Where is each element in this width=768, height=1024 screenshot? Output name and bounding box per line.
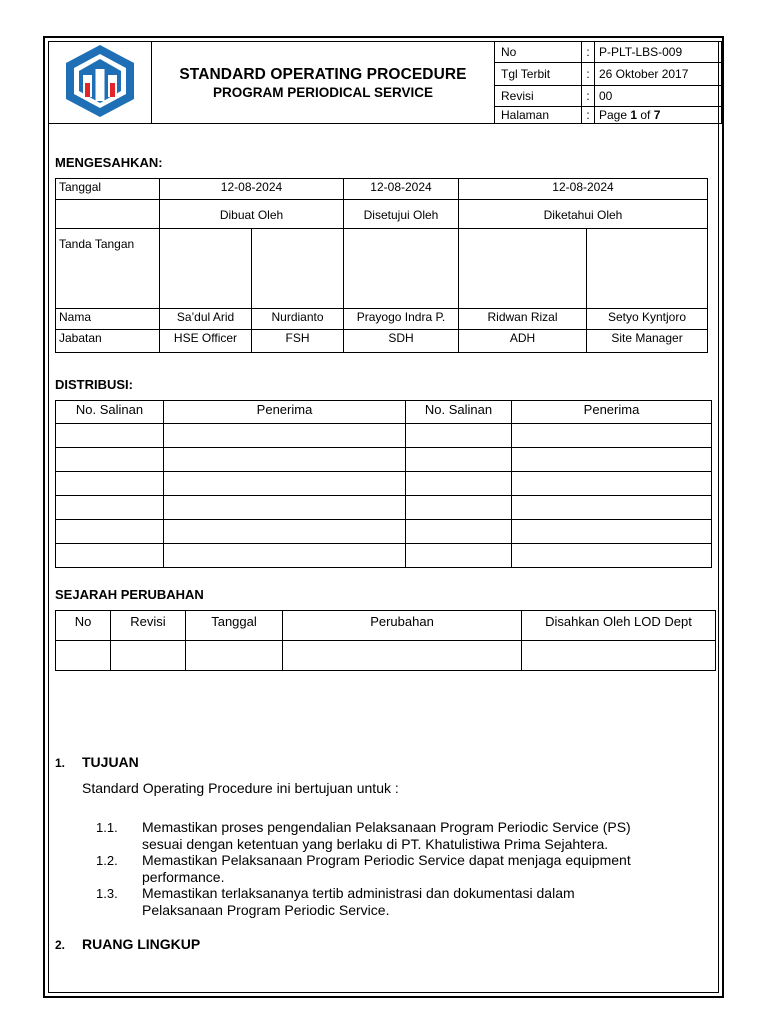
meta-colon: : [582,42,595,63]
signer-name: Prayogo Indra P. [344,309,459,330]
column-header: Revisi [111,611,186,641]
list-item [142,885,702,918]
list-item-line: Memastikan Pelaksanaan Program Periodic Service dapat menjaga equipment [142,852,631,868]
document-header [48,41,722,124]
page-total: 7 [653,108,661,122]
section-title: TUJUAN [82,754,139,770]
column-header: No. Salinan [56,401,164,424]
distribution-heading: DISTRIBUSI: [55,377,133,392]
signer-position: FSH [252,330,344,353]
table-row [56,641,716,671]
signer-name: Ridwan Rizal [459,309,587,330]
column-header: Penerima [164,401,406,424]
signer-name: Nurdianto [252,309,344,330]
list-item-line: Memastikan terlaksananya tertib administrasi dan dokumentasi dalam [142,885,575,901]
section-number: 2. [55,938,66,952]
signer-position: SDH [344,330,459,353]
signature-box [459,229,587,309]
row-label: Nama [56,309,160,330]
column-header: Penerima [512,401,712,424]
meta-colon: : [582,86,595,107]
column-header: No. Salinan [406,401,512,424]
approval-heading: MENGESAHKAN: [55,155,163,170]
distribution-table [55,400,712,568]
meta-label: Tgl Terbit [495,63,582,86]
list-item [142,852,702,885]
approval-table [55,178,708,353]
issue-date: 26 Oktober 2017 [595,63,722,86]
signer-position: HSE Officer [160,330,252,353]
list-item-number: 1.3. [96,886,118,901]
signature-box [344,229,459,309]
signer-name: Setyo Kyntjoro [587,309,708,330]
page-of: of [637,108,654,122]
meta-label: Revisi [495,86,582,107]
date-approved: 12-08-2024 [344,179,459,200]
role-approved: Disetujui Oleh [344,200,459,229]
table-row [56,496,712,520]
signature-box [160,229,252,309]
role-made: Dibuat Oleh [160,200,344,229]
signer-name: Sa’dul Arid [160,309,252,330]
meta-colon: : [582,63,595,86]
page-prefix: Page [599,108,631,122]
change-history-table [55,610,716,671]
meta-colon: : [582,107,595,124]
section-number: 1. [55,756,66,770]
date-made: 12-08-2024 [160,179,344,200]
meta-label: No [495,42,582,63]
logo-cell [49,42,152,124]
company-logo-icon [63,43,137,119]
column-header: Tanggal [186,611,283,641]
page-current: 1 [630,108,638,122]
signature-box [252,229,344,309]
meta-label: Halaman [495,107,582,124]
doc-title: STANDARD OPERATING PROCEDURE [179,65,467,83]
table-row [56,472,712,496]
table-row [56,424,712,448]
page-indicator [595,107,722,124]
history-heading: SEJARAH PERUBAHAN [55,587,204,602]
list-item [142,819,702,852]
list-item-number: 1.1. [96,820,118,835]
row-label: Jabatan [56,330,160,353]
doc-subtitle: PROGRAM PERIODICAL SERVICE [212,84,434,100]
date-acknowledged: 12-08-2024 [459,179,708,200]
list-item-line: Memastikan proses pengendalian Pelaksanaan Program Periodic Service (PS) [142,819,631,835]
section-intro: Standard Operating Procedure ini bertujuan untuk : [82,780,399,796]
signer-position: ADH [459,330,587,353]
signer-position: Site Manager [587,330,708,353]
list-item-line: sesuai dengan ketentuan yang berlaku di PT. Khatulistiwa Prima Sejahtera. [142,835,609,852]
doc-number: P-PLT-LBS-009 [595,42,722,63]
row-label: Tanggal [56,179,160,200]
row-label: Tanda Tangan [56,229,160,309]
title-cell [152,42,495,124]
table-row [56,520,712,544]
column-header: Disahkan Oleh LOD Dept [522,611,716,641]
column-header: No [56,611,111,641]
empty-cell [56,200,160,229]
list-item-number: 1.2. [96,853,118,868]
list-item-line: performance. [142,868,225,885]
list-item-line: Pelaksanaan Program Periodic Service. [142,901,390,918]
role-acknowledged: Diketahui Oleh [459,200,708,229]
table-row [56,544,712,568]
column-header: Perubahan [283,611,522,641]
table-row [56,448,712,472]
signature-box [587,229,708,309]
revision-number: 00 [595,86,722,107]
section-title: RUANG LINGKUP [82,936,201,952]
